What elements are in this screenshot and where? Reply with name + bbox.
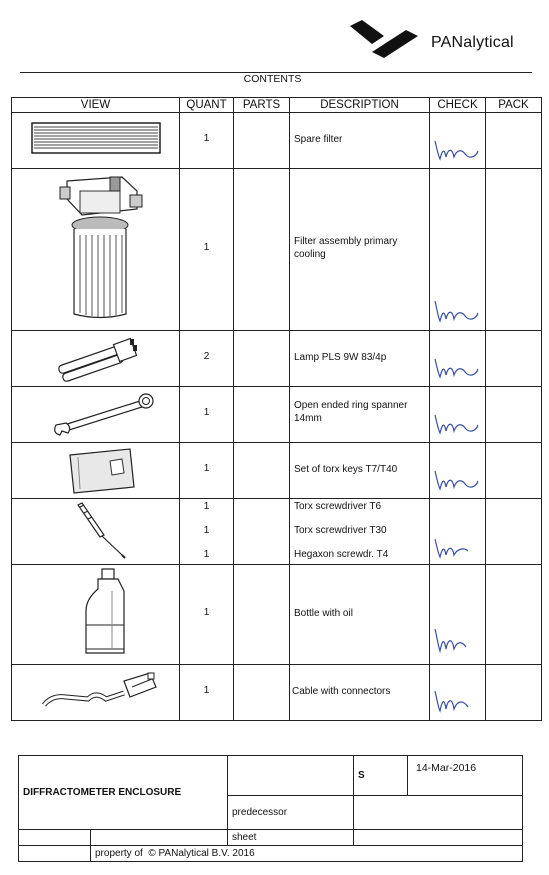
- view-cell: [12, 443, 180, 499]
- view-cell: [12, 665, 180, 721]
- check-initials-signature: [432, 623, 484, 655]
- description-text: Set of torx keys T7/T40: [294, 464, 398, 475]
- contents-title: CONTENTS: [243, 73, 302, 85]
- property-notice: property of © PANalytical B.V. 2016: [95, 848, 255, 859]
- column-header-quant: QUANT: [180, 98, 234, 113]
- quant-cell: [180, 387, 234, 443]
- title-block-size-cell: [354, 756, 408, 796]
- cable-icon: [12, 665, 178, 717]
- pack-cell: [486, 443, 542, 499]
- check-cell: [430, 169, 486, 331]
- quant-value: 1: [203, 549, 210, 560]
- view-cell: [12, 565, 180, 665]
- table-row: [12, 665, 542, 721]
- table-header-row: [12, 98, 542, 113]
- description-text: Torx screwdriver T30: [294, 525, 387, 536]
- parts-cell: [234, 331, 290, 387]
- description-text: Torx screwdriver T6: [294, 501, 382, 512]
- contents-table: [11, 97, 542, 721]
- predecessor-label: predecessor: [232, 807, 288, 818]
- check-cell: [430, 331, 486, 387]
- table-row: [12, 113, 542, 169]
- view-cell: [12, 331, 180, 387]
- parts-cell: [234, 113, 290, 169]
- quant-value: 1: [203, 607, 210, 618]
- pack-cell: [486, 665, 542, 721]
- pack-cell: [486, 113, 542, 169]
- pack-cell: [486, 387, 542, 443]
- panalytical-logo-icon: [350, 18, 420, 58]
- spanner-icon: [12, 387, 178, 439]
- check-cell: [430, 443, 486, 499]
- lamp-icon: [12, 331, 178, 383]
- description-cell: [290, 565, 430, 665]
- quant-value: 1: [203, 685, 210, 696]
- check-initials-signature: [432, 297, 484, 325]
- drawing-size: S: [358, 770, 365, 781]
- title-block-empty-cell: [228, 756, 354, 796]
- brand-name: PANalytical: [431, 34, 514, 51]
- description-text: Spare filter: [294, 134, 343, 145]
- column-header-view: VIEW: [12, 98, 180, 113]
- check-cell: [430, 665, 486, 721]
- title-block-name-cell: [19, 756, 228, 830]
- parts-cell: [234, 387, 290, 443]
- quant-value: 1: [203, 133, 210, 144]
- description-text: Lamp PLS 9W 83/4p: [294, 352, 387, 363]
- description-text: Open ended ring spanner 14mm: [294, 400, 408, 424]
- description-text: Bottle with oil: [294, 608, 353, 619]
- drawing-title: DIFFRACTOMETER ENCLOSURE: [23, 787, 182, 798]
- quant-value: 1: [203, 463, 210, 474]
- pack-cell: [486, 169, 542, 331]
- description-text: Filter assembly primary cooling: [294, 236, 398, 260]
- quant-cell: [180, 169, 234, 331]
- quant-cell: [180, 499, 234, 565]
- quant-value: 1: [203, 525, 210, 536]
- view-cell: [12, 387, 180, 443]
- check-initials-signature: [432, 411, 484, 437]
- table-row: [12, 331, 542, 387]
- table-row: [12, 169, 542, 331]
- description-cell: [290, 499, 430, 565]
- quant-cell: [180, 665, 234, 721]
- column-header-pack: PACK: [486, 98, 542, 113]
- parts-cell: [234, 499, 290, 565]
- sheet-label-cell: [228, 830, 354, 846]
- quant-value: 2: [203, 351, 210, 362]
- spare-filter-icon: [12, 113, 178, 165]
- column-header-description: DESCRIPTION: [290, 98, 430, 113]
- check-initials-signature: [432, 137, 484, 163]
- column-header-parts: PARTS: [234, 98, 290, 113]
- check-initials-signature: [432, 467, 484, 493]
- quant-cell: [180, 113, 234, 169]
- predecessor-label-cell: [228, 796, 354, 830]
- check-cell: [430, 113, 486, 169]
- table-row: [12, 499, 542, 565]
- quant-cell: [180, 565, 234, 665]
- table-row: [12, 387, 542, 443]
- description-cell: [290, 331, 430, 387]
- description-cell: [290, 387, 430, 443]
- oil-bottle-icon: [12, 565, 178, 661]
- view-cell: [12, 499, 180, 565]
- check-cell: [430, 565, 486, 665]
- drawing-date: 14-Mar-2016: [416, 762, 477, 774]
- predecessor-value-cell: [354, 796, 523, 830]
- description-cell: [290, 169, 430, 331]
- parts-cell: [234, 665, 290, 721]
- quant-cell: [180, 331, 234, 387]
- pack-cell: [486, 331, 542, 387]
- filter-assembly-icon: [12, 169, 178, 327]
- table-row: [12, 565, 542, 665]
- title-block-blank-cell: [19, 830, 91, 846]
- description-cell: [290, 443, 430, 499]
- description-cell: [290, 113, 430, 169]
- pack-cell: [486, 565, 542, 665]
- title-block-blank-cell: [91, 830, 228, 846]
- pack-cell: [486, 499, 542, 565]
- parts-cell: [234, 169, 290, 331]
- quant-value: 1: [203, 501, 210, 512]
- column-header-check: CHECK: [430, 98, 486, 113]
- quant-value: 1: [203, 242, 210, 253]
- parts-cell: [234, 565, 290, 665]
- check-cell: [430, 387, 486, 443]
- check-initials-signature: [432, 355, 484, 381]
- parts-cell: [234, 443, 290, 499]
- description-text: Hegaxon screwdr. T4: [294, 549, 389, 560]
- description-cell: [290, 665, 430, 721]
- sheet-label: sheet: [232, 832, 257, 843]
- title-block-blank-cell: [19, 846, 91, 862]
- torx-keys-icon: [12, 443, 178, 495]
- description-text: Cable with connectors: [292, 686, 391, 697]
- view-cell: [12, 169, 180, 331]
- screwdriver-icon: [12, 499, 178, 561]
- quant-value: 1: [203, 407, 210, 418]
- check-initials-signature: [432, 687, 484, 715]
- property-cell: [91, 846, 523, 862]
- table-row: [12, 443, 542, 499]
- quant-cell: [180, 443, 234, 499]
- title-block-date-cell: [408, 756, 523, 796]
- check-cell: [430, 499, 486, 565]
- view-cell: [12, 113, 180, 169]
- title-block: [18, 755, 523, 862]
- check-initials-signature: [432, 535, 484, 561]
- sheet-value-cell: [354, 830, 523, 846]
